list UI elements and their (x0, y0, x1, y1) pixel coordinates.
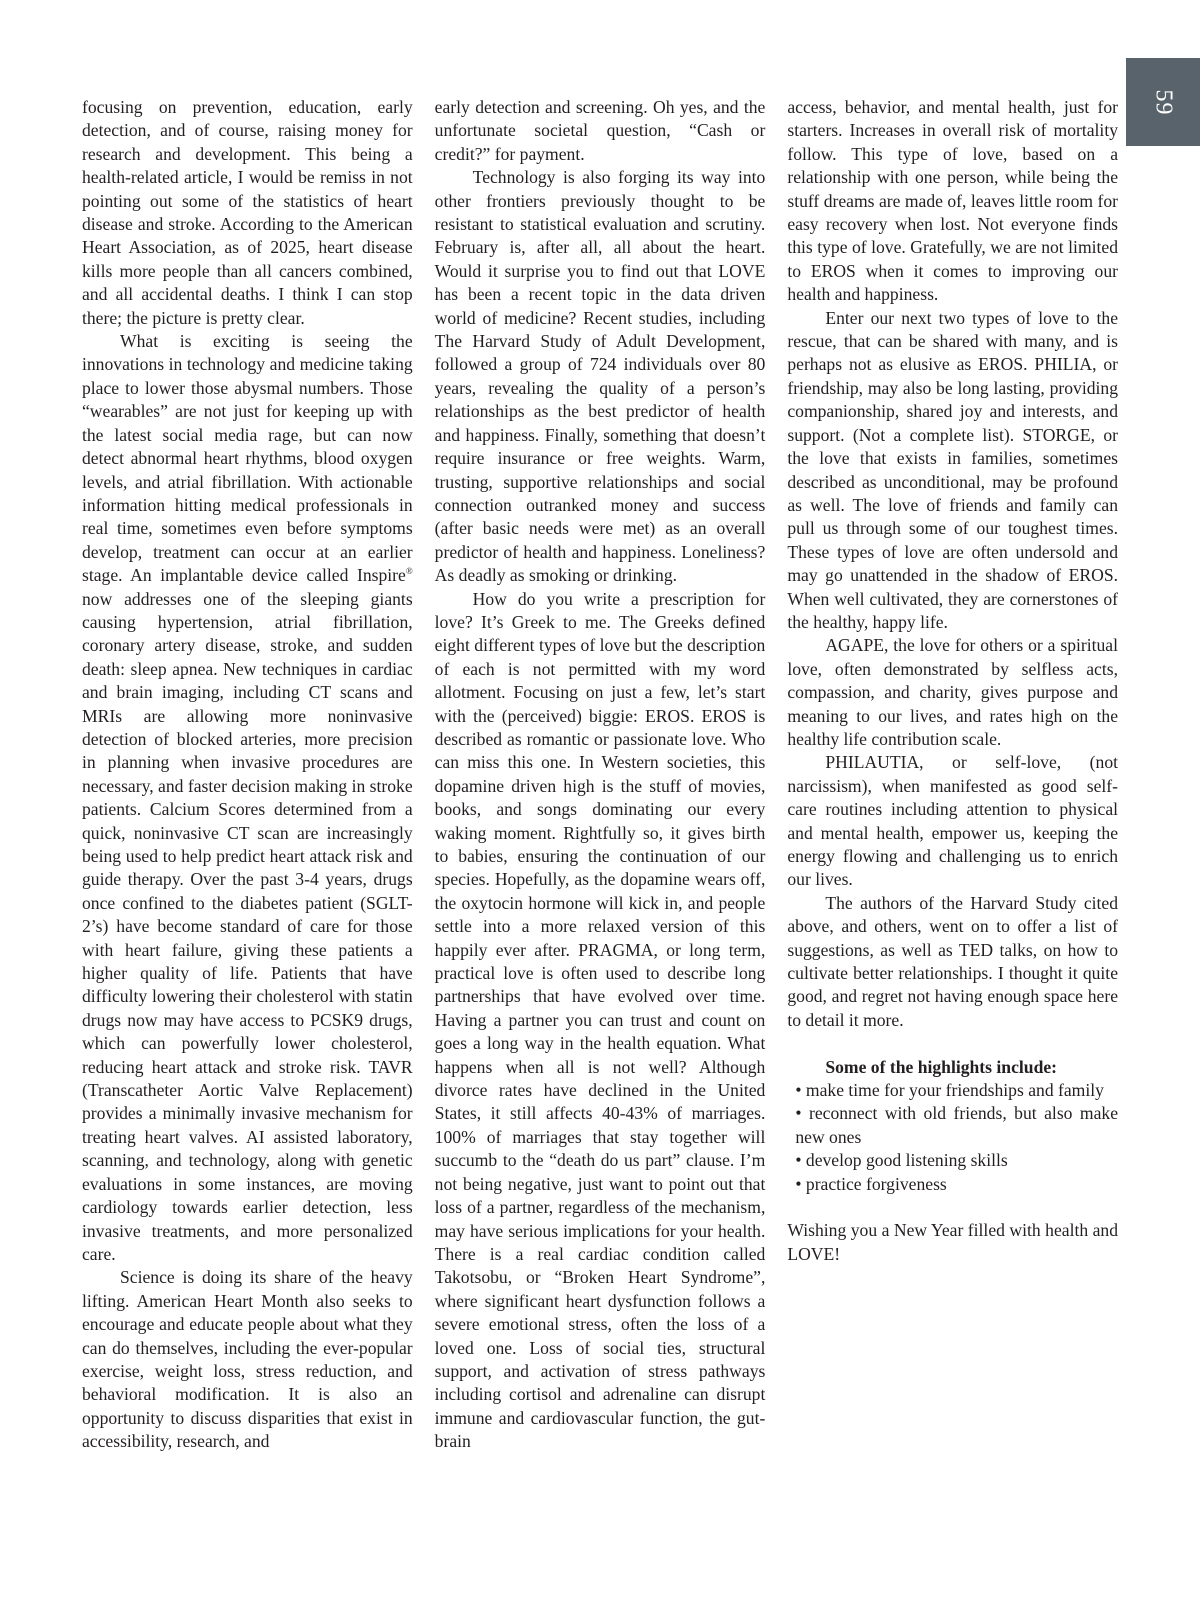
closing-line: Wishing you a New Year filled with health and LOVE! (787, 1220, 1119, 1264)
paragraph: Technology is also forging its way into other frontiers previously thought to be resistant to statistical evaluation and scrutiny. February is, after all, all about the heart. Would it surprise you to find out that LOVE has been a recent topic in the data driven world of medicine? Recent studies, including The Harvard Study of Adult Development, followed a group of 724 individuals over 80 years, revealing the quality of a person’s relationships as the best predictor of health and happiness. Finally, something that doesn’t require insurance or free weights. Warm, trusting, supportive relationships and social connection outranked money and success (after basic needs were met) as an overall predictor of health and happiness. Loneliness? As deadly as smoking or drinking. (434, 167, 766, 586)
column-2 (435, 96, 766, 1454)
paragraph: Enter our next two types of love to the rescue, that can be shared with many, and is perhaps not as elusive as EROS. PHILIA, or friendship, may also be long lasting, providing companionship, shared joy and interests, and support. (Not a complete list). STORGE, or the love that exists in families, sometimes described as unconditional, may be profound as well. The love of friends and family can pull us through some of our toughest times. These types of love are often undersold and may go unattended in the shadow of EROS. When well cultivated, they are cornerstones of the healthy, happy life. (787, 307, 1119, 632)
paragraph: PHILAUTIA, or self-love, (not narcissism), when manifested as good self-care routines including attention to physical and mental health, empower us, keeping the energy flowing and challenging us to enrich our lives. (787, 752, 1119, 890)
page-number: 59 (1150, 89, 1177, 115)
list-item: • make time for your friendships and family (795, 1079, 1118, 1102)
article-columns (82, 96, 1118, 1454)
page-number-tab (1126, 58, 1200, 146)
paragraph: The authors of the Harvard Study cited above, and others, went on to offer a list of suggestions, as well as TED talks, on how to cultivate better relationships. I thought it quite good, and regret not having enough space here to detail it more. (787, 892, 1119, 1030)
paragraph: Science is doing its share of the heavy lifting. American Heart Month also seeks to encourage and educate people about what they can do themselves, including the ever-popular exercise, weight loss, stress reduction, and behavioral modification. It is also an opportunity to discuss disparities that exist in accessibility, research, and (82, 1267, 413, 1452)
column-1 (82, 96, 413, 1454)
paragraph: How do you write a prescription for love? It’s Greek to me. The Greeks defined eight different types of love but the description of each is not permitted with my word allotment. Focusing on just a few, let’s start with the (perceived) biggie: EROS. EROS is described as romantic or passionate love. Who can miss this one. In Western societies, this dopamine driven high is the stuff of movies, books, and songs dominating our every waking moment. Rightfully so, it gives birth to babies, ensuring the continuation of our species. Hopefully, as the dopamine wears off, the oxytocin hormone will kick in, and people settle into a more relaxed version of this happily ever after. PRAGMA, or long term, practical love is often used to describe long partnerships that have evolved over time. Having a partner you can trust and count on goes a long way in the health equation. What happens when all is not well? Although divorce rates have declined in the United States, it still affects 40-43% of marriages. 100% of marriages that stay together will succumb to the “death do us part” clause. I’m not being negative, just want to point out that loss of a partner, regardless of the mechanism, may have serious implications for your health. There is a real cardiac condition called Takotsobu, or “Broken Heart Syndrome”, where significant heart dysfunction follows a severe emotional stress, often the loss of a loved one. Loss of social ties, structural support, and activation of stress pathways including cortisol and adrenaline can disrupt immune and cardiovascular function, the gut-brain (434, 588, 766, 1452)
spacer (787, 1032, 1118, 1055)
list-item: • reconnect with old friends, but also make new ones (795, 1102, 1118, 1149)
paragraph: focusing on prevention, education, early detection, and of course, raising money for research and development. This being a health-related article, I would be remiss in not pointing out some of the statistics of heart disease and stroke. According to the American Heart Association, as of 2025, heart disease kills more people than all cancers combined, and all accidental deaths. I think I can stop there; the picture is pretty clear. (82, 97, 413, 328)
paragraph: early detection and screening. Oh yes, and the unfortunate societal question, “Cash or credit?” for payment. (434, 97, 766, 164)
highlights-list (787, 1079, 1118, 1196)
paragraph: access, behavior, and mental health, just for starters. Increases in overall risk of mortality follow. This type of love, based on a relationship with one person, while being the stuff dreams are made of, leaves little room for easy recovery when lost. Not everyone finds this type of love. Gratefully, we are not limited to EROS when it comes to improving our health and happiness. (787, 97, 1119, 305)
paragraph (82, 330, 413, 1266)
paragraph-text: What is exciting is seeing the innovations in technology and medicine taking place to lower those abysmal numbers. Those “wearables” are not just for keeping up with the latest social media rage, but can now detect abnormal heart rhythms, blood oxygen levels, and atrial fibrillation. With actionable information hitting medical professionals in real time, sometimes even before symptoms develop, treatment can occur at an earlier stage. An implantable device called Inspire (82, 331, 413, 586)
spacer (787, 1196, 1118, 1219)
list-item: • practice forgiveness (795, 1173, 1118, 1196)
paragraph-text: now addresses one of the sleeping giants causing hypertension, atrial fibrillation, coronary artery disease, stroke, and sudden death: sleep apnea. New techniques in cardiac and brain imaging, including CT scans and MRIs are allowing more noninvasive detection of blocked arteries, more precision in planning when invasive procedures are necessary, and faster decision making in stroke patients. Calcium Scores determined from a quick, noninvasive CT scan are increasingly being used to help predict heart attack risk and guide therapy. Over the past 3-4 years, drugs once confined to the diabetes patient (SGLT-2’s) have become standard of care for those with heart failure, giving these patients a higher quality of life. Patients that have difficulty lowering their cholesterol with statin drugs now may have access to PCSK9 drugs, which can powerfully lower cholesterol, reducing heart attack and stroke risk. TAVR (Transcatheter Aortic Valve Replacement) provides a minimally invasive mechanism for treating heart valves. AI assisted laboratory, scanning, and technology, along with genetic evaluations in some instances, are moving cardiology towards earlier detection, less invasive treatments, and more personalized care. (82, 588, 413, 1264)
paragraph: AGAPE, the love for others or a spiritual love, often demonstrated by selfless acts, compassion, and charity, gives purpose and meaning to our lives, and rates high on the healthy life contribution scale. (787, 635, 1119, 749)
registered-mark: ® (405, 566, 413, 577)
list-item: • develop good listening skills (795, 1149, 1118, 1172)
column-3 (787, 96, 1118, 1454)
highlights-heading: Some of the highlights include: (825, 1056, 1058, 1077)
